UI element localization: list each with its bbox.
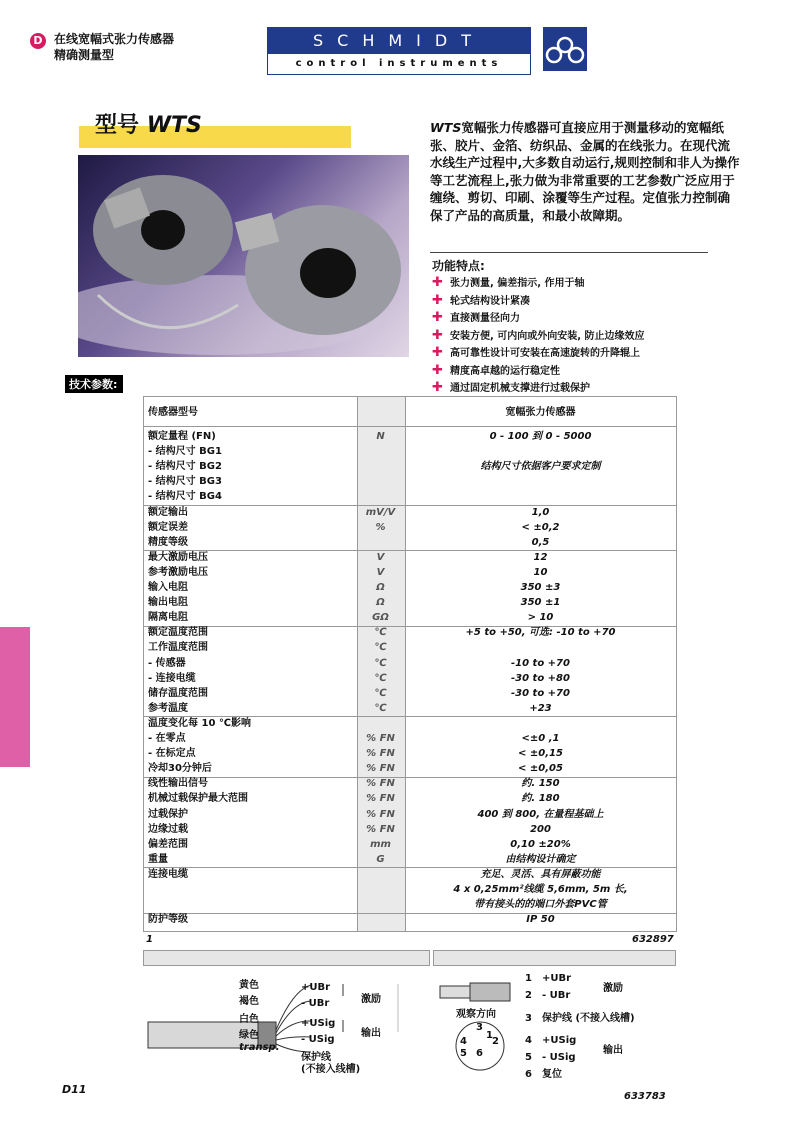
sig-shield-note: (不接入线槽) <box>301 1064 361 1075</box>
list-item: ✚ 轮式结构设计紧凑 <box>432 292 530 308</box>
table-row <box>144 444 676 459</box>
cell-c2: GΩ <box>372 612 389 624</box>
table-header <box>144 403 676 423</box>
table-note: 1 <box>146 934 153 945</box>
cell-c2: ℃ <box>374 657 387 669</box>
pin-row: 1 +UBr <box>525 973 572 984</box>
cell-c1: 隔离电阻 <box>148 612 188 624</box>
plus-icon: ✚ <box>432 345 443 360</box>
sig-shield: 保护线 <box>301 1052 331 1063</box>
cell-c2: ℃ <box>374 627 387 639</box>
connector-pin-3: 3 <box>476 1022 483 1033</box>
connector-pin-1: 1 <box>486 1030 493 1041</box>
intro-body: 宽幅张力传感器可直接应用于测量移动的宽幅纸张、胶片、金箔、纺织品、金属的在线张力。在现代流水线生产过程中,大多数自动运行,规则控制和非人为操作等工艺流程上,张力做为非常重要的工艺参数广泛应用于缠绕、剪切、印刷、涂覆等生产过程。定值张力控制确保了产品的高质量，和最小故障期。 <box>430 120 740 223</box>
cell-c1: 储存温度范围 <box>148 687 208 699</box>
sig-usig-plus: +USig <box>301 1018 336 1029</box>
cell-c2: G <box>376 853 385 865</box>
view-direction-label: 观察方向 <box>456 1009 496 1020</box>
table-row <box>144 791 676 806</box>
cell-c3: 1,0 <box>531 506 550 518</box>
cell-c2: Ω <box>376 597 385 609</box>
cell-c2: % FN <box>366 808 395 820</box>
cell-c1: 精度等级 <box>148 536 188 548</box>
cell-c3: 0,5 <box>531 536 550 548</box>
cell-c1: 温度变化每 10 ℃影响 <box>148 717 251 729</box>
cell-c3: IP 50 <box>526 914 555 926</box>
cell-c1: 额定输出 <box>148 506 188 518</box>
table-row <box>144 520 676 535</box>
cell-c3: 0 - 100 到 0 - 5000 <box>489 431 592 442</box>
cell-c1: 额定量程 (FN) <box>148 431 216 442</box>
cable-diagram <box>143 970 443 1086</box>
table-row <box>144 897 676 912</box>
list-item: ✚ 高可靠性设计可安装在高速旋转的升降辊上 <box>432 345 640 360</box>
pin-row: 2 - UBr <box>525 990 571 1001</box>
cell-c2: % FN <box>366 748 395 760</box>
table-row <box>144 656 676 671</box>
cell-c1: - 传感器 <box>148 657 186 669</box>
cell-c1: 冷却30分钟后 <box>148 763 212 775</box>
cell-c1: - 结构尺寸 BG2 <box>148 461 222 473</box>
cell-c3: > 10 <box>527 612 554 624</box>
side-tab <box>0 627 30 767</box>
header-col3: 宽幅张力传感器 <box>505 407 576 418</box>
cell-c3: 350 ±3 <box>520 582 561 593</box>
cell-c1: 防护等级 <box>148 914 188 926</box>
table-row <box>144 580 676 595</box>
table-row <box>144 610 676 625</box>
table-row <box>144 867 676 882</box>
cell-c3: <±0 ,1 <box>521 733 560 744</box>
model-title <box>95 108 202 139</box>
table-row <box>144 474 676 489</box>
cell-c3: 12 <box>533 551 548 563</box>
cell-c1: - 结构尺寸 BG4 <box>148 491 222 503</box>
table-row <box>144 701 676 716</box>
cell-c3: +23 <box>529 702 552 714</box>
sig-usig-minus: - USig <box>301 1034 335 1045</box>
brand-subtitle: control instruments <box>295 58 503 69</box>
table-row <box>144 761 676 776</box>
pin-row: 4 +USig <box>525 1035 577 1046</box>
cell-c3: 350 ±1 <box>520 597 561 609</box>
cell-c2: Ω <box>376 582 385 593</box>
table-row <box>144 489 676 504</box>
cell-c3: 结构尺寸依据客户要求定制 <box>480 461 601 473</box>
features-list <box>432 274 712 397</box>
cell-c2: % FN <box>366 823 395 835</box>
table-row <box>144 595 676 610</box>
connector-pin-2: 2 <box>492 1036 499 1047</box>
cell-c1: 输入电阻 <box>148 582 188 593</box>
table-row <box>144 459 676 474</box>
cell-c3: 约. 150 <box>521 778 560 790</box>
wiring-section <box>143 950 675 1086</box>
plus-icon: ✚ <box>432 292 443 308</box>
table-row <box>144 746 676 761</box>
page-number: D11 <box>62 1083 87 1096</box>
cell-c2: V <box>376 566 385 578</box>
header-col1: 传感器型号 <box>148 407 198 418</box>
table-row <box>144 565 676 580</box>
cell-c2: ℃ <box>374 702 387 714</box>
table-row <box>144 550 676 565</box>
cell-c1: 边缘过载 <box>148 823 188 835</box>
cell-c3: 充足、灵活、具有屏蔽功能 <box>480 868 601 880</box>
wire-color-transp: transp. <box>239 1042 280 1053</box>
plus-icon: ✚ <box>432 380 443 395</box>
table-row <box>144 837 676 852</box>
table-row <box>144 852 676 867</box>
group-excite: 激励 <box>361 994 381 1005</box>
table-row <box>144 505 676 520</box>
table-row <box>144 822 676 837</box>
cell-c3: -30 to +80 <box>511 672 570 684</box>
cell-c3: 200 <box>530 823 551 835</box>
cell-c1: 最大激励电压 <box>148 551 208 563</box>
figure-code: 633783 <box>624 1091 666 1102</box>
table-row <box>144 429 676 444</box>
group-output: 输出 <box>361 1028 381 1039</box>
table-row <box>144 686 676 701</box>
cell-c1: - 结构尺寸 BG3 <box>148 476 222 488</box>
cell-c2: % FN <box>366 733 395 744</box>
cell-c3: -30 to +70 <box>511 687 570 699</box>
tech-params-label: 技术参数: <box>65 375 123 393</box>
list-item: ✚ 精度高卓越的运行稳定性 <box>432 362 560 378</box>
table-row <box>144 640 676 655</box>
table-row <box>144 731 676 746</box>
table-code: 632897 <box>632 934 674 945</box>
cell-c1: 输出电阻 <box>148 597 188 609</box>
pin-group-output: 输出 <box>603 1045 623 1056</box>
cell-c2: mm <box>370 838 391 850</box>
section-badge: D <box>30 33 46 49</box>
features-title: 功能特点: <box>432 259 485 273</box>
wire-color-brown: 褐色 <box>239 996 259 1007</box>
connector-pin-6: 6 <box>476 1048 483 1059</box>
cell-c3: 带有接头的的端口外套PVC管 <box>474 899 607 911</box>
pin-row: 3 保护线 (不接入线槽) <box>525 1013 635 1024</box>
table-row <box>144 807 676 822</box>
table-row <box>144 882 676 897</box>
cell-c3: 由结构设计确定 <box>505 853 576 865</box>
sig-ubr-plus: +UBr <box>301 982 331 993</box>
cell-c1: 偏差范围 <box>148 838 188 850</box>
cell-c1: 参考温度 <box>148 702 188 714</box>
header-title-line2: 精确测量型 <box>54 48 115 62</box>
wire-color-yellow: 黄色 <box>239 980 259 991</box>
cell-c1: 额定温度范围 <box>148 627 208 639</box>
plus-icon: ✚ <box>432 275 443 290</box>
brand-name: SCHMIDT <box>268 28 530 54</box>
list-item: ✚ 通过固定机械支撑进行过载保护 <box>432 380 590 395</box>
cell-c3: 4 x 0,25mm²线缆 5,6mm, 5m 长, <box>453 884 628 895</box>
header-title <box>54 31 174 63</box>
cell-c2: % FN <box>366 793 395 805</box>
connector-pin-5: 5 <box>460 1048 467 1059</box>
brand-logo-icon <box>543 27 587 71</box>
cell-c1: - 在标定点 <box>148 748 196 760</box>
intro-text <box>430 119 740 224</box>
model-prefix: 型号 <box>95 113 140 138</box>
cell-c2: mV/V <box>365 506 396 518</box>
product-photo <box>78 155 409 357</box>
cell-c1: 额定误差 <box>148 521 188 533</box>
brand-box <box>267 27 531 75</box>
table-row <box>144 671 676 686</box>
pin-row: 6 复位 <box>525 1069 562 1080</box>
cell-c3: 约. 180 <box>521 793 560 805</box>
cell-c1: - 连接电缆 <box>148 672 196 684</box>
plus-icon: ✚ <box>432 327 443 343</box>
cell-c1: 工作温度范围 <box>148 642 208 654</box>
table-row <box>144 776 676 791</box>
plus-icon: ✚ <box>432 362 443 378</box>
cell-c2: N <box>376 431 385 442</box>
cell-c2: V <box>376 551 385 563</box>
cell-c2: ℃ <box>374 687 387 699</box>
wire-color-green: 绿色 <box>239 1030 259 1041</box>
cell-c1: 过载保护 <box>148 808 188 820</box>
cell-c1: - 结构尺寸 BG1 <box>148 446 222 458</box>
header-title-line1: 在线宽幅式张力传感器 <box>54 32 175 46</box>
cell-c2: % FN <box>366 763 395 775</box>
spec-table <box>143 396 677 932</box>
connector-pin-4: 4 <box>460 1036 467 1047</box>
list-item: ✚ 安装方便, 可内向或外向安装, 防止边缘效应 <box>432 327 645 343</box>
cell-c3: +5 to +50, 可选: -10 to +70 <box>465 627 616 639</box>
cell-c3: 0,10 ±20% <box>510 838 571 850</box>
cell-c3: < ±0,05 <box>518 763 563 775</box>
cell-c3: < ±0,2 <box>521 521 560 533</box>
table-row <box>144 912 676 927</box>
list-item: ✚ 张力测量, 偏差指示, 作用于轴 <box>432 275 585 290</box>
cell-c1: 线性输出信号 <box>148 778 208 790</box>
sig-ubr-minus: - UBr <box>301 998 330 1009</box>
cell-c3: < ±0,15 <box>518 748 563 760</box>
cell-c2: % FN <box>366 778 395 790</box>
cell-c1: 参考激励电压 <box>148 566 208 578</box>
model-name: WTS <box>146 113 202 138</box>
cell-c2: ℃ <box>374 642 387 654</box>
table-row <box>144 625 676 640</box>
cell-c2: % <box>375 521 386 533</box>
cell-c3: 400 到 800, 在量程基础上 <box>477 808 604 820</box>
pin-row: 5 - USig <box>525 1052 576 1063</box>
wire-color-white: 白色 <box>239 1014 259 1025</box>
cell-c1: - 在零点 <box>148 733 186 744</box>
cell-c3: 10 <box>533 566 548 578</box>
cell-c1: 连接电缆 <box>148 868 188 880</box>
pin-group-excite: 激励 <box>603 983 623 994</box>
cell-c2: ℃ <box>374 672 387 684</box>
features-divider <box>430 252 708 253</box>
intro-lead: WTS <box>430 120 462 135</box>
cell-c1: 重量 <box>148 853 168 865</box>
table-row <box>144 716 676 731</box>
cell-c1: 机械过载保护最大范围 <box>148 793 248 805</box>
cell-c3: -10 to +70 <box>511 657 570 669</box>
list-item: ✚ 直接测量径向力 <box>432 310 520 325</box>
table-row <box>144 535 676 550</box>
plus-icon: ✚ <box>432 310 443 325</box>
